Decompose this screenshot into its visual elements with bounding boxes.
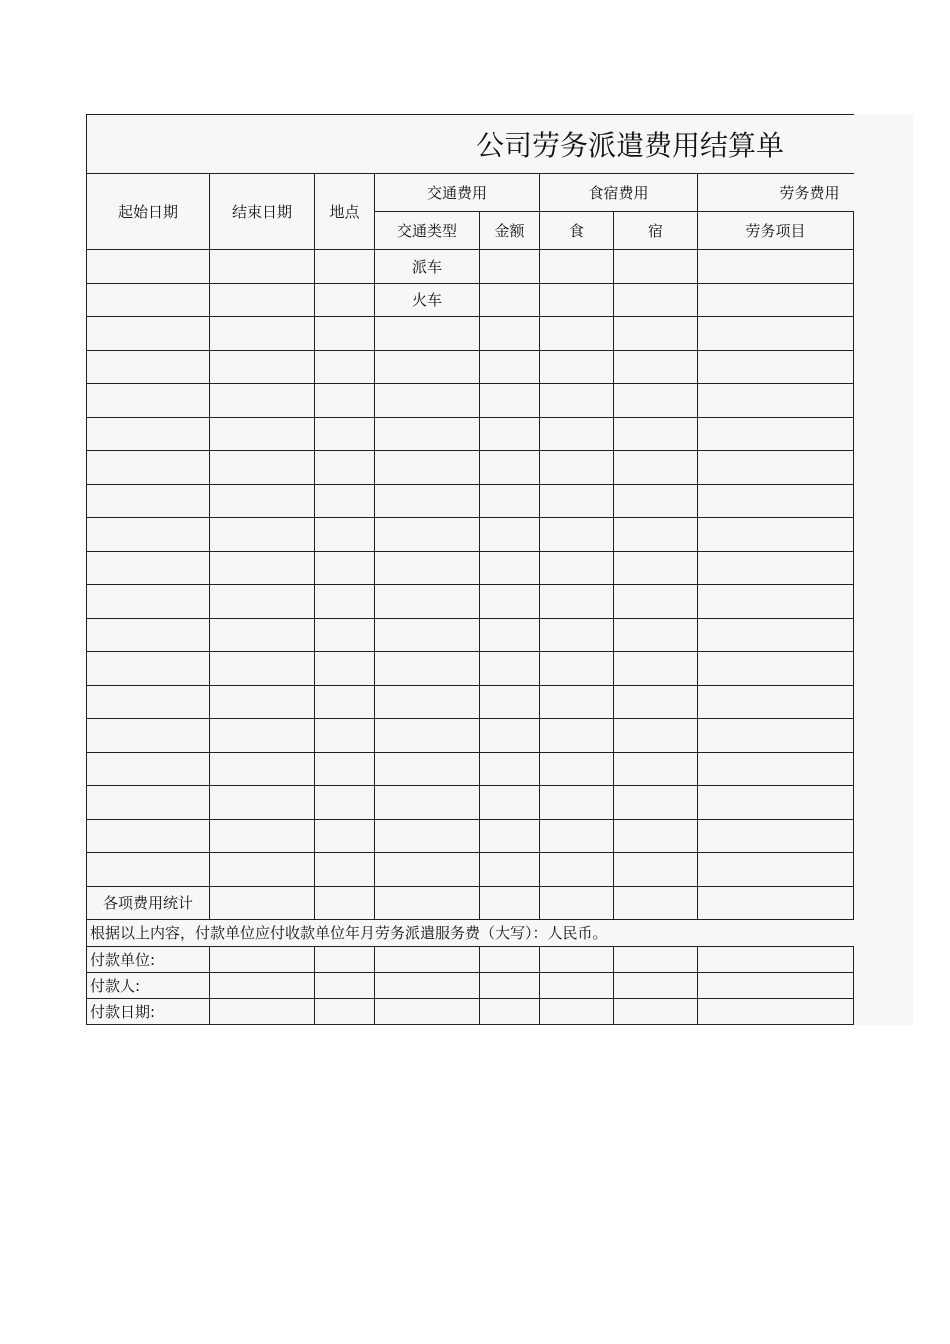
header-location: 地点 bbox=[315, 174, 375, 250]
cell-food[interactable] bbox=[540, 853, 614, 887]
payer-unit-cell[interactable] bbox=[540, 946, 614, 972]
payer-cell[interactable] bbox=[315, 972, 375, 998]
cell-labor-item[interactable] bbox=[698, 752, 854, 786]
cell-location[interactable] bbox=[315, 417, 375, 451]
cell-end-date[interactable] bbox=[210, 484, 315, 518]
cell-amount[interactable] bbox=[480, 384, 540, 418]
cell-start-date[interactable] bbox=[87, 551, 210, 585]
pay-date-cell[interactable] bbox=[698, 998, 854, 1024]
table-row bbox=[87, 317, 854, 351]
cell-food[interactable] bbox=[540, 652, 614, 686]
cell-lodging[interactable] bbox=[614, 518, 698, 552]
payer-unit-cell[interactable] bbox=[480, 946, 540, 972]
cell-transport-type[interactable] bbox=[375, 518, 480, 552]
cell-location[interactable] bbox=[315, 384, 375, 418]
cell-start-date[interactable] bbox=[87, 451, 210, 485]
cell-lodging[interactable] bbox=[614, 585, 698, 619]
cell-lodging[interactable] bbox=[614, 685, 698, 719]
cell-start-date[interactable] bbox=[87, 350, 210, 384]
pay-date-cell[interactable] bbox=[540, 998, 614, 1024]
cell-amount[interactable] bbox=[480, 585, 540, 619]
total-cell[interactable] bbox=[698, 886, 854, 919]
cell-food[interactable] bbox=[540, 350, 614, 384]
cell-transport-type[interactable] bbox=[375, 350, 480, 384]
cell-location[interactable] bbox=[315, 819, 375, 853]
cell-location[interactable] bbox=[315, 719, 375, 753]
header-labor-fee: 劳务费用 bbox=[698, 174, 854, 212]
cell-labor-item[interactable] bbox=[698, 518, 854, 552]
cell-location[interactable] bbox=[315, 350, 375, 384]
total-cell[interactable] bbox=[540, 886, 614, 919]
cell-start-date[interactable] bbox=[87, 250, 210, 284]
cell-food[interactable] bbox=[540, 685, 614, 719]
payment-note: 根据以上内容，付款单位应付收款单位年月劳务派遣服务费（大写）：人民币。 bbox=[87, 919, 854, 946]
cell-start-date[interactable] bbox=[87, 283, 210, 317]
cell-amount[interactable] bbox=[480, 484, 540, 518]
pay-date-cell[interactable] bbox=[210, 998, 315, 1024]
header-labor-item: 劳务项目 bbox=[698, 212, 854, 250]
cell-start-date[interactable] bbox=[87, 752, 210, 786]
cell-lodging[interactable] bbox=[614, 618, 698, 652]
cell-amount[interactable] bbox=[480, 719, 540, 753]
header-food-lodging-fee: 食宿费用 bbox=[540, 174, 698, 212]
table-row bbox=[87, 685, 854, 719]
cell-start-date[interactable] bbox=[87, 585, 210, 619]
payer-unit-cell[interactable] bbox=[210, 946, 315, 972]
cell-location[interactable] bbox=[315, 551, 375, 585]
cell-location[interactable] bbox=[315, 484, 375, 518]
cell-lodging[interactable] bbox=[614, 819, 698, 853]
total-cell[interactable] bbox=[614, 886, 698, 919]
cell-location[interactable] bbox=[315, 652, 375, 686]
cell-labor-item[interactable] bbox=[698, 317, 854, 351]
table-row bbox=[87, 819, 854, 853]
cell-lodging[interactable] bbox=[614, 652, 698, 686]
cell-food[interactable] bbox=[540, 819, 614, 853]
cell-location[interactable] bbox=[315, 317, 375, 351]
cell-lodging[interactable] bbox=[614, 853, 698, 887]
cell-lodging[interactable] bbox=[614, 250, 698, 284]
payer-cell[interactable] bbox=[210, 972, 315, 998]
cell-start-date[interactable] bbox=[87, 853, 210, 887]
payer-unit-row bbox=[87, 946, 854, 972]
table-row bbox=[87, 518, 854, 552]
cell-end-date[interactable] bbox=[210, 551, 315, 585]
cell-lodging[interactable] bbox=[614, 384, 698, 418]
cell-labor-item[interactable] bbox=[698, 853, 854, 887]
cell-transport-type[interactable] bbox=[375, 585, 480, 619]
pay-date-row bbox=[87, 998, 854, 1024]
pay-date-cell[interactable] bbox=[315, 998, 375, 1024]
cell-location[interactable] bbox=[315, 283, 375, 317]
payer-cell[interactable] bbox=[698, 972, 854, 998]
table-row bbox=[87, 786, 854, 820]
cell-labor-item[interactable] bbox=[698, 451, 854, 485]
cell-end-date[interactable] bbox=[210, 417, 315, 451]
cell-location[interactable] bbox=[315, 518, 375, 552]
header-lodging: 宿 bbox=[614, 212, 698, 250]
cell-end-date[interactable] bbox=[210, 518, 315, 552]
table-row bbox=[87, 250, 854, 284]
cell-end-date[interactable] bbox=[210, 283, 315, 317]
cell-labor-item[interactable] bbox=[698, 384, 854, 418]
cell-start-date[interactable] bbox=[87, 786, 210, 820]
cell-location[interactable] bbox=[315, 853, 375, 887]
cell-lodging[interactable] bbox=[614, 451, 698, 485]
payer-cell[interactable] bbox=[375, 972, 480, 998]
cell-end-date[interactable] bbox=[210, 350, 315, 384]
cell-food[interactable] bbox=[540, 317, 614, 351]
cell-labor-item[interactable] bbox=[698, 585, 854, 619]
cell-location[interactable] bbox=[315, 585, 375, 619]
cell-location[interactable] bbox=[315, 451, 375, 485]
cell-transport-type[interactable] bbox=[375, 685, 480, 719]
header-amount: 金额 bbox=[480, 212, 540, 250]
payer-cell[interactable] bbox=[480, 972, 540, 998]
cell-location[interactable] bbox=[315, 752, 375, 786]
table-row bbox=[87, 618, 854, 652]
cell-transport-type[interactable] bbox=[375, 819, 480, 853]
cell-amount[interactable] bbox=[480, 652, 540, 686]
cell-location[interactable] bbox=[315, 618, 375, 652]
cell-food[interactable] bbox=[540, 283, 614, 317]
cell-amount[interactable] bbox=[480, 350, 540, 384]
cell-transport-type[interactable] bbox=[375, 853, 480, 887]
cell-start-date[interactable] bbox=[87, 719, 210, 753]
table-row bbox=[87, 451, 854, 485]
cell-amount[interactable] bbox=[480, 819, 540, 853]
cell-end-date[interactable] bbox=[210, 719, 315, 753]
cell-amount[interactable] bbox=[480, 451, 540, 485]
table-row bbox=[87, 384, 854, 418]
total-label: 各项费用统计 bbox=[87, 886, 210, 919]
total-row bbox=[87, 886, 854, 919]
cell-start-date[interactable] bbox=[87, 417, 210, 451]
header-transport-type: 交通类型 bbox=[375, 212, 480, 250]
cell-labor-item[interactable] bbox=[698, 484, 854, 518]
cell-lodging[interactable] bbox=[614, 484, 698, 518]
table-row bbox=[87, 585, 854, 619]
cell-lodging[interactable] bbox=[614, 283, 698, 317]
header-food: 食 bbox=[540, 212, 614, 250]
cell-end-date[interactable] bbox=[210, 853, 315, 887]
table-row bbox=[87, 719, 854, 753]
cell-transport-type[interactable] bbox=[375, 618, 480, 652]
cell-amount[interactable] bbox=[480, 518, 540, 552]
cell-transport-type[interactable] bbox=[375, 484, 480, 518]
cell-transport-type[interactable] bbox=[375, 317, 480, 351]
cell-location[interactable] bbox=[315, 250, 375, 284]
cell-food[interactable] bbox=[540, 551, 614, 585]
payer-unit-cell[interactable] bbox=[698, 946, 854, 972]
cell-transport-type[interactable] bbox=[375, 786, 480, 820]
cell-amount[interactable] bbox=[480, 685, 540, 719]
cell-lodging[interactable] bbox=[614, 417, 698, 451]
payer-cell[interactable] bbox=[614, 972, 698, 998]
settlement-form-table bbox=[86, 114, 854, 1025]
cell-transport-type[interactable] bbox=[375, 451, 480, 485]
pay-date-cell[interactable] bbox=[480, 998, 540, 1024]
table-row bbox=[87, 417, 854, 451]
cell-amount[interactable] bbox=[480, 317, 540, 351]
cell-transport-type[interactable] bbox=[375, 652, 480, 686]
cell-labor-item[interactable] bbox=[698, 652, 854, 686]
cell-labor-item[interactable] bbox=[698, 250, 854, 284]
cell-location[interactable] bbox=[315, 685, 375, 719]
header-end-date: 结束日期 bbox=[210, 174, 315, 250]
cell-transport-type[interactable] bbox=[375, 719, 480, 753]
title-cell bbox=[87, 115, 854, 174]
cell-transport-type[interactable]: 火车 bbox=[375, 283, 480, 317]
cell-transport-type[interactable] bbox=[375, 551, 480, 585]
total-cell[interactable] bbox=[315, 886, 375, 919]
cell-labor-item[interactable] bbox=[698, 719, 854, 753]
cell-end-date[interactable] bbox=[210, 786, 315, 820]
cell-labor-item[interactable] bbox=[698, 551, 854, 585]
payer-unit-cell[interactable] bbox=[614, 946, 698, 972]
payer-cell[interactable] bbox=[540, 972, 614, 998]
cell-amount[interactable] bbox=[480, 551, 540, 585]
cell-start-date[interactable] bbox=[87, 518, 210, 552]
cell-food[interactable] bbox=[540, 752, 614, 786]
cell-food[interactable] bbox=[540, 585, 614, 619]
cell-food[interactable] bbox=[540, 250, 614, 284]
cell-food[interactable] bbox=[540, 451, 614, 485]
pay-date-cell[interactable] bbox=[614, 998, 698, 1024]
cell-end-date[interactable] bbox=[210, 585, 315, 619]
cell-food[interactable] bbox=[540, 518, 614, 552]
cell-food[interactable] bbox=[540, 618, 614, 652]
cell-end-date[interactable] bbox=[210, 752, 315, 786]
cell-amount[interactable] bbox=[480, 618, 540, 652]
total-cell[interactable] bbox=[480, 886, 540, 919]
header-transport-fee: 交通费用 bbox=[375, 174, 540, 212]
cell-food[interactable] bbox=[540, 417, 614, 451]
total-cell[interactable] bbox=[375, 886, 480, 919]
payer-unit-cell[interactable] bbox=[375, 946, 480, 972]
payer-row bbox=[87, 972, 854, 998]
table-row bbox=[87, 350, 854, 384]
table-row bbox=[87, 484, 854, 518]
table-row bbox=[87, 752, 854, 786]
cell-start-date[interactable] bbox=[87, 484, 210, 518]
cell-end-date[interactable] bbox=[210, 451, 315, 485]
cell-lodging[interactable] bbox=[614, 551, 698, 585]
cell-end-date[interactable] bbox=[210, 384, 315, 418]
cell-end-date[interactable] bbox=[210, 317, 315, 351]
cell-amount[interactable] bbox=[480, 752, 540, 786]
cell-labor-item[interactable] bbox=[698, 283, 854, 317]
pay-date-cell[interactable] bbox=[375, 998, 480, 1024]
cell-transport-type[interactable]: 派车 bbox=[375, 250, 480, 284]
cell-amount[interactable] bbox=[480, 853, 540, 887]
total-cell[interactable] bbox=[210, 886, 315, 919]
cell-labor-item[interactable] bbox=[698, 417, 854, 451]
cell-labor-item[interactable] bbox=[698, 350, 854, 384]
cell-lodging[interactable] bbox=[614, 752, 698, 786]
table-row bbox=[87, 652, 854, 686]
cell-food[interactable] bbox=[540, 719, 614, 753]
cell-start-date[interactable] bbox=[87, 685, 210, 719]
cell-transport-type[interactable] bbox=[375, 752, 480, 786]
cell-amount[interactable] bbox=[480, 417, 540, 451]
cell-food[interactable] bbox=[540, 384, 614, 418]
cell-start-date[interactable] bbox=[87, 384, 210, 418]
table-row bbox=[87, 551, 854, 585]
cell-labor-item[interactable] bbox=[698, 685, 854, 719]
cell-end-date[interactable] bbox=[210, 618, 315, 652]
cell-end-date[interactable] bbox=[210, 819, 315, 853]
cell-labor-item[interactable] bbox=[698, 618, 854, 652]
cell-start-date[interactable] bbox=[87, 317, 210, 351]
cell-start-date[interactable] bbox=[87, 652, 210, 686]
cell-amount[interactable] bbox=[480, 250, 540, 284]
cell-amount[interactable] bbox=[480, 786, 540, 820]
cell-lodging[interactable] bbox=[614, 786, 698, 820]
cell-lodging[interactable] bbox=[614, 719, 698, 753]
cell-lodging[interactable] bbox=[614, 317, 698, 351]
cell-transport-type[interactable] bbox=[375, 417, 480, 451]
cell-location[interactable] bbox=[315, 786, 375, 820]
cell-start-date[interactable] bbox=[87, 819, 210, 853]
cell-food[interactable] bbox=[540, 484, 614, 518]
cell-start-date[interactable] bbox=[87, 618, 210, 652]
payer-label: 付款人: bbox=[87, 972, 210, 998]
cell-amount[interactable] bbox=[480, 283, 540, 317]
cell-labor-item[interactable] bbox=[698, 819, 854, 853]
pay-date-label: 付款日期: bbox=[87, 998, 210, 1024]
header-start-date: 起始日期 bbox=[87, 174, 210, 250]
payer-unit-cell[interactable] bbox=[315, 946, 375, 972]
cell-lodging[interactable] bbox=[614, 350, 698, 384]
table-row bbox=[87, 283, 854, 317]
cell-end-date[interactable] bbox=[210, 652, 315, 686]
cell-end-date[interactable] bbox=[210, 685, 315, 719]
cell-food[interactable] bbox=[540, 786, 614, 820]
table-row bbox=[87, 853, 854, 887]
page-title: 公司劳务派遣费用结算单 bbox=[476, 129, 785, 162]
cell-transport-type[interactable] bbox=[375, 384, 480, 418]
cell-labor-item[interactable] bbox=[698, 786, 854, 820]
cell-end-date[interactable] bbox=[210, 250, 315, 284]
payer-unit-label: 付款单位: bbox=[87, 946, 210, 972]
